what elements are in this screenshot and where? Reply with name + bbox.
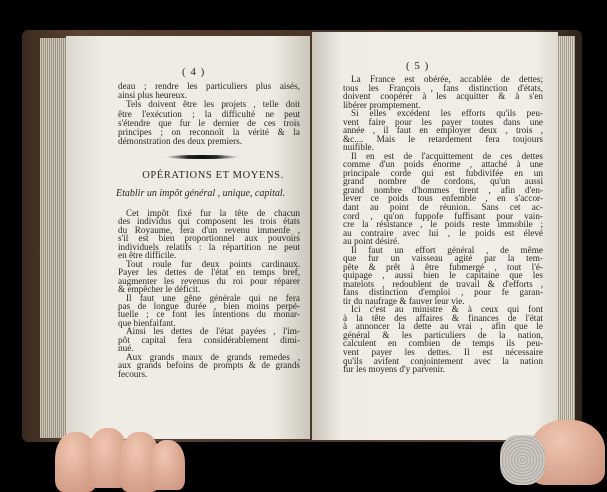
- text-line: démonstration des deux premiers.: [118, 136, 242, 147]
- text-line: vent payer les dettes. Il est nécessaire: [343, 347, 543, 357]
- text-line: & empêcher le déficit.: [118, 284, 201, 295]
- text-line: individuels relatifs : la répartition ne peut: [118, 241, 300, 252]
- text-line: La France est obérée, accablée de dettes;: [351, 74, 543, 84]
- text-line: Ainsi les dettes de l'état payées , l'im-: [126, 326, 300, 337]
- text-line: qu'ils avifent conjointement avec la nation: [343, 355, 543, 366]
- text-line: année , il faut en employer deux , trois ,: [343, 125, 543, 136]
- text-line: fur les moyens d'y parvenir.: [343, 364, 445, 375]
- ornament-rule: [166, 155, 238, 159]
- text-line: Tels doivent être les projets , telle doit: [126, 99, 300, 110]
- text-line: nuifible.: [343, 142, 374, 153]
- finger: [150, 440, 185, 490]
- text-line: pôt capital fera considérablement dimi-: [118, 334, 300, 345]
- text-line: quipage , aussi bien le capitaine que les: [343, 270, 543, 281]
- text-line: deau ; rendre les particuliers plus aisés,: [118, 81, 300, 91]
- text-line: fans distinction d'emploi , pour fe garan-: [343, 287, 543, 298]
- text-line: des individus qui composent les trois états: [118, 216, 300, 227]
- text-line: s'il est bien proportionnel aux pouvoirs: [118, 233, 300, 244]
- text-line: augmenter les revenus du roi pour réparer: [118, 275, 300, 286]
- text-line: Si elles excédent les efforts qu'ils peu-: [351, 108, 543, 119]
- text-line: matelots , redoublent de travail & d'efforts ,: [343, 278, 543, 289]
- text-line: ainsi plus heureux.: [118, 90, 188, 101]
- text-line: général & les particuliers de la nation,: [343, 329, 543, 340]
- text-line: aux grands befoins de prompts & de grands: [118, 360, 300, 371]
- text-line: principale corde qui est fubdivifée en un: [343, 167, 543, 178]
- text-line: cord , qu'on fuppofe fuffisant pour vain-: [343, 210, 543, 221]
- text-line: à la tête des affaires & finances de l'état: [343, 312, 543, 323]
- text-line: à annoncer la dette au vrai , afin que le: [343, 321, 543, 332]
- text-line: Il en est de l'acquittement de ces dettes: [351, 150, 543, 161]
- text-line: Il faut une gêne générale qui ne fera: [126, 292, 300, 303]
- text-line: être l'exécution ; la difficulté ne peut: [118, 108, 300, 119]
- left-text-block-1: [118, 82, 300, 146]
- text-line: Ici c'est au ministre & à ceux qui font: [351, 304, 543, 315]
- text-line: tuelle ; ce font les intentions du monar-: [118, 309, 300, 320]
- text-line: en être difficile.: [118, 250, 177, 261]
- page-number-left: ( 4 ): [182, 66, 206, 78]
- text-line: tous les François , fans distinction d'états,: [343, 82, 543, 93]
- section-heading: OPÉRATIONS ET MOYENS.: [142, 170, 284, 181]
- text-line: fecours.: [118, 368, 148, 379]
- section-subheading: Etablir un impôt général , unique, capital.: [116, 188, 286, 199]
- text-line: calculent en combien de temps ils peu-: [343, 338, 543, 349]
- left-text-block-2: [118, 209, 300, 378]
- text-line: Tout roule fur deux points cardinaux.: [126, 258, 300, 269]
- text-line: comme d'un poids énorme , attaché à une: [343, 159, 543, 170]
- text-line: au point désiré.: [343, 236, 400, 247]
- text-line: que fur un vaisseau agité par la tem-: [343, 253, 543, 264]
- text-line: Aux grands maux de grands remedes ,: [126, 351, 300, 362]
- text-line: doivent coopérer à les acquitter & à s'en: [343, 91, 543, 102]
- text-line: principes ; on reconnoît la vérité & la: [118, 127, 300, 138]
- text-line: Cet impôt fixé fur la tête de chacun: [126, 208, 300, 218]
- text-line: lever ce poids tous enfemble , en s'accor-: [343, 193, 543, 204]
- text-line: du Royaume, fera d'un revenu immenfe ,: [118, 224, 300, 235]
- text-line: pas de longue durée , bien moins perpé-: [118, 300, 300, 311]
- text-line: grand nombre de cordons, qu'un aussi: [343, 176, 543, 187]
- text-line: libérer promptement.: [343, 99, 421, 110]
- text-line: dant au point de réunion. Sans cet ac-: [343, 201, 543, 212]
- page-number-right: ( 5 ): [406, 60, 430, 72]
- text-line: Il faut un effort général , de même: [351, 244, 543, 255]
- text-line: &c.... Mais le retardement fera toujours: [343, 133, 543, 144]
- text-line: tir du naufrage & fauver leur vie.: [343, 295, 465, 306]
- right-text-block: [343, 75, 543, 374]
- text-line: s'étendre que fur le dernier de ces trois: [118, 117, 300, 128]
- glove: [500, 435, 545, 485]
- text-line: cre la résistance , le poids reste immobile ;: [343, 219, 543, 230]
- text-line: vent faire pour les payer toutes dans une: [343, 116, 543, 127]
- text-line: pête & prêt à être fubmergé , tout l'é-: [343, 261, 543, 272]
- text-line: que bienfaifant.: [118, 317, 176, 328]
- text-line: grand nombre d'hommes tirent , afin d'en-: [343, 184, 543, 195]
- text-line: Payer les dettes de l'état en temps bref,: [118, 267, 300, 278]
- text-line: nué.: [118, 343, 134, 354]
- text-line: au contraire avec lui , le poids est élevé: [343, 227, 543, 238]
